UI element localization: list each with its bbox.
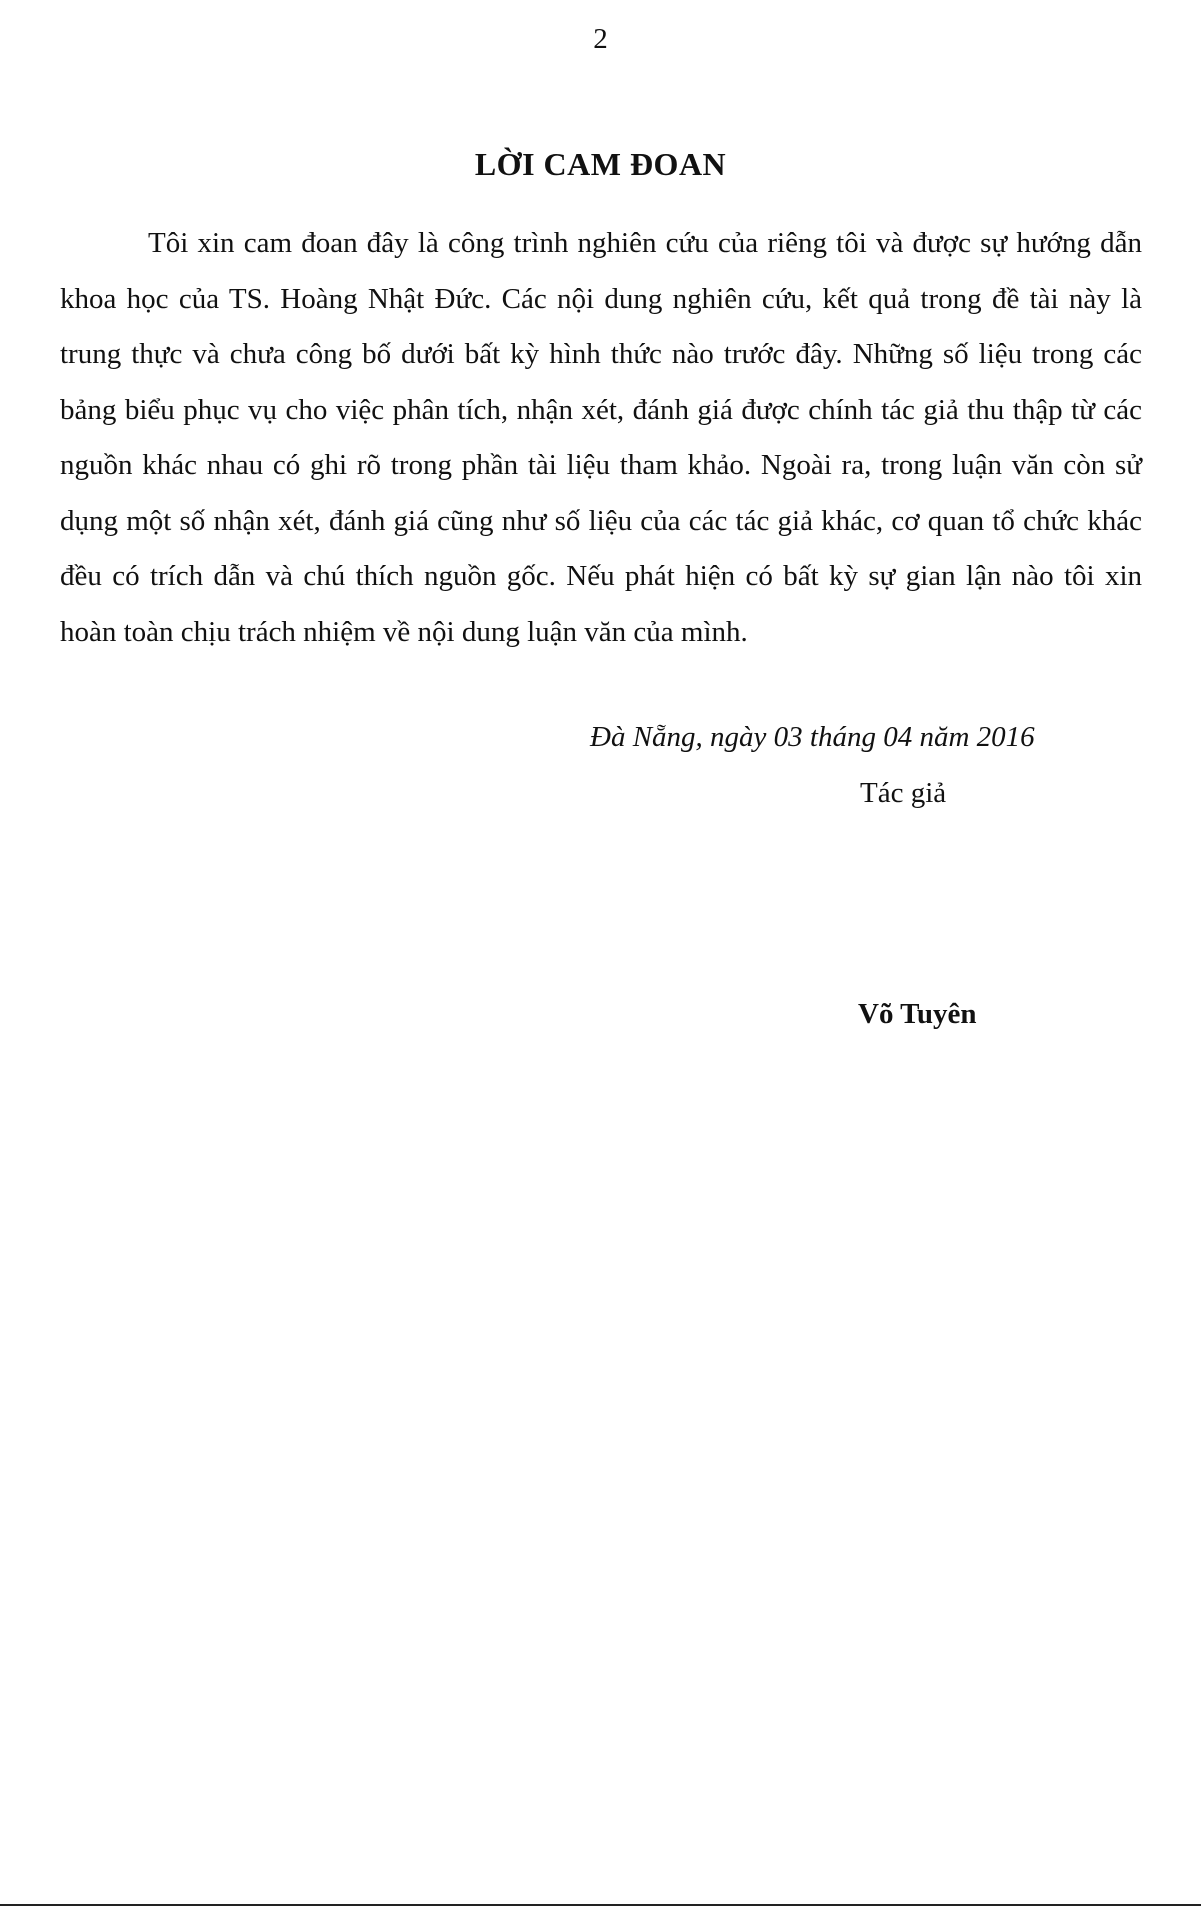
author-name: Võ Tuyên bbox=[858, 998, 977, 1030]
page-number: 2 bbox=[593, 23, 608, 55]
date-line: Đà Nẵng, ngày 03 tháng 04 năm 2016 bbox=[590, 721, 1035, 753]
page-bottom-edge bbox=[0, 1904, 1201, 1906]
page-title: LỜI CAM ĐOAN bbox=[474, 146, 727, 182]
author-role: Tác giả bbox=[860, 777, 947, 809]
declaration-paragraph: Tôi xin cam đoan đây là công trình nghiên cứu của riêng tôi và được sự hướng dẫn khoa học của TS. Hoàng Nhật Đức. Các nội dung nghiên cứu, kết quả trong đề tài này là trung thực và chưa công bố dưới bất kỳ hình thức nào trước đây. Những số liệu trong các bảng biểu phục vụ cho việc phân tích, nhận xét, đánh giá được chính tác giả thu thập từ các nguồn khác nhau có ghi rõ trong phần tài liệu tham khảo. Ngoài ra, trong luận văn còn sử dụng một số nhận xét, đánh giá cũng như số liệu của các tác giả khác, cơ quan tổ chức khác đều có trích dẫn và chú thích nguồn gốc. Nếu phát hiện có bất kỳ sự gian lận nào tôi xin hoàn toàn chịu trách nhiệm về nội dung luận văn của mình. bbox=[60, 227, 1142, 648]
